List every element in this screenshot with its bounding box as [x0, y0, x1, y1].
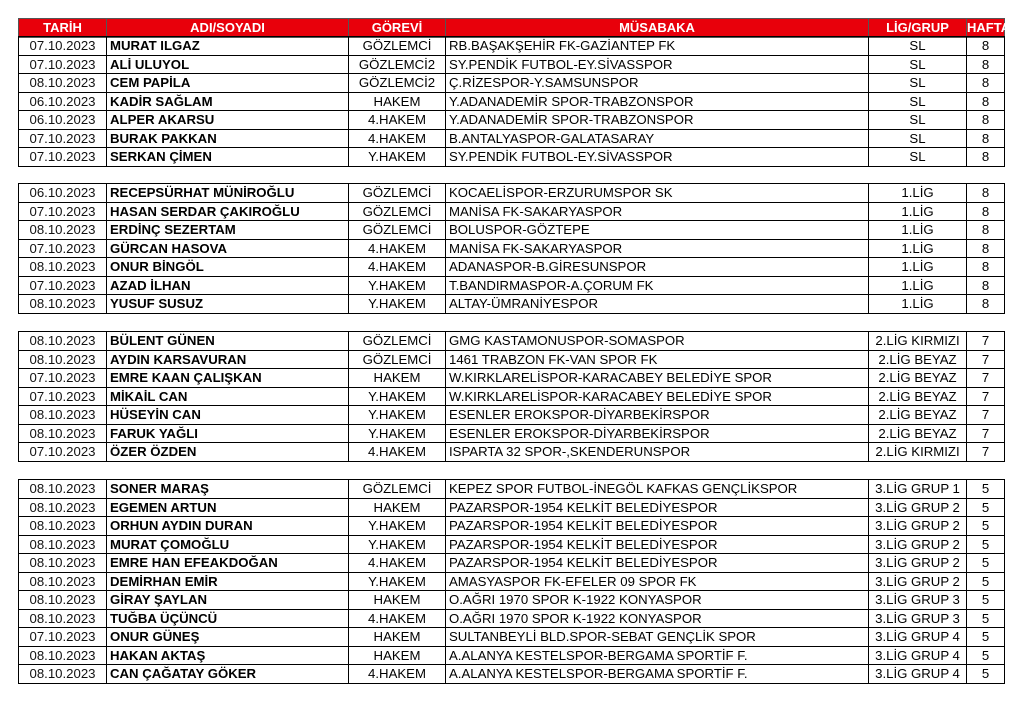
col-header-week: HAFTA — [967, 20, 1011, 36]
name-cell: ONUR BİNGÖL — [107, 258, 349, 277]
week-cell: 8 — [967, 74, 1005, 93]
week-cell: 7 — [967, 350, 1005, 369]
name-cell: EMRE KAAN ÇALIŞKAN — [107, 369, 349, 388]
match-cell: ADANASPOR-B.GİRESUNSPOR — [446, 258, 869, 277]
league-cell: 3.LİG GRUP 4 — [869, 646, 967, 665]
role-cell: Y.HAKEM — [349, 406, 446, 425]
role-cell: Y.HAKEM — [349, 517, 446, 536]
match-cell: ISPARTA 32 SPOR-,SKENDERUNSPOR — [446, 443, 869, 462]
week-cell: 7 — [967, 406, 1005, 425]
date-cell: 08.10.2023 — [19, 591, 107, 610]
name-cell: SONER MARAŞ — [107, 480, 349, 499]
role-cell: 4.HAKEM — [349, 239, 446, 258]
match-cell: 1461 TRABZON FK-VAN SPOR FK — [446, 350, 869, 369]
date-cell: 08.10.2023 — [19, 535, 107, 554]
name-cell: EGEMEN ARTUN — [107, 498, 349, 517]
league-cell: 1.LİG — [869, 202, 967, 221]
name-cell: EMRE HAN EFEAKDOĞAN — [107, 554, 349, 573]
role-cell: Y.HAKEM — [349, 148, 446, 167]
week-cell: 8 — [967, 258, 1005, 277]
table-row — [19, 517, 1005, 536]
date-cell: 08.10.2023 — [19, 498, 107, 517]
assignment-table-2 — [18, 183, 1005, 314]
week-cell: 5 — [967, 646, 1005, 665]
match-cell: ESENLER EROKSPOR-DİYARBEKİRSPOR — [446, 424, 869, 443]
league-cell: SL — [869, 129, 967, 148]
table-row — [19, 591, 1005, 610]
header-row — [19, 19, 1005, 38]
role-cell: HAKEM — [349, 628, 446, 647]
match-cell: KEPEZ SPOR FUTBOL-İNEGÖL KAFKAS GENÇLİKSPOR — [446, 480, 869, 499]
match-cell: MANİSA FK-SAKARYASPOR — [446, 202, 869, 221]
name-cell: TUĞBA ÜÇÜNCÜ — [107, 609, 349, 628]
role-cell: 4.HAKEM — [349, 665, 446, 684]
table-row — [19, 406, 1005, 425]
match-cell: PAZARSPOR-1954 KELKİT BELEDİYESPOR — [446, 535, 869, 554]
role-cell: 4.HAKEM — [349, 258, 446, 277]
date-cell: 08.10.2023 — [19, 646, 107, 665]
role-cell: 4.HAKEM — [349, 129, 446, 148]
name-cell: DEMİRHAN EMİR — [107, 572, 349, 591]
name-cell: HÜSEYİN CAN — [107, 406, 349, 425]
match-cell: Y.ADANADEMİR SPOR-TRABZONSPOR — [446, 92, 869, 111]
table-row — [19, 92, 1005, 111]
date-cell: 07.10.2023 — [19, 202, 107, 221]
league-cell: SL — [869, 37, 967, 56]
league-cell: 2.LİG KIRMIZI — [869, 332, 967, 351]
league-cell: 3.LİG GRUP 4 — [869, 628, 967, 647]
name-cell: ÖZER ÖZDEN — [107, 443, 349, 462]
match-cell: Y.ADANADEMİR SPOR-TRABZONSPOR — [446, 111, 869, 130]
date-cell: 08.10.2023 — [19, 221, 107, 240]
table-row — [19, 665, 1005, 684]
date-cell: 08.10.2023 — [19, 572, 107, 591]
league-cell: 3.LİG GRUP 2 — [869, 554, 967, 573]
role-cell: 4.HAKEM — [349, 111, 446, 130]
name-cell: GİRAY ŞAYLAN — [107, 591, 349, 610]
league-cell: 2.LİG BEYAZ — [869, 406, 967, 425]
match-cell: SULTANBEYLİ BLD.SPOR-SEBAT GENÇLİK SPOR — [446, 628, 869, 647]
match-cell: GMG KASTAMONUSPOR-SOMASPOR — [446, 332, 869, 351]
week-cell: 8 — [967, 92, 1005, 111]
week-cell: 5 — [967, 609, 1005, 628]
table-row — [19, 387, 1005, 406]
name-cell: GÜRCAN HASOVA — [107, 239, 349, 258]
name-cell: SERKAN ÇİMEN — [107, 148, 349, 167]
role-cell: Y.HAKEM — [349, 572, 446, 591]
week-cell: 7 — [967, 424, 1005, 443]
week-cell: 8 — [967, 184, 1005, 203]
role-cell: GÖZLEMCİ — [349, 37, 446, 56]
date-cell: 08.10.2023 — [19, 332, 107, 351]
col-header-match: MÜSABAKA — [446, 19, 869, 38]
week-cell: 5 — [967, 517, 1005, 536]
league-cell: 3.LİG GRUP 3 — [869, 591, 967, 610]
role-cell: Y.HAKEM — [349, 276, 446, 295]
table-row — [19, 332, 1005, 351]
match-cell: O.AĞRI 1970 SPOR K-1922 KONYASPOR — [446, 609, 869, 628]
date-cell: 06.10.2023 — [19, 184, 107, 203]
name-cell: ONUR GÜNEŞ — [107, 628, 349, 647]
week-cell: 8 — [967, 55, 1005, 74]
league-cell: 1.LİG — [869, 295, 967, 314]
table-row — [19, 295, 1005, 314]
league-cell: 2.LİG BEYAZ — [869, 350, 967, 369]
table-row — [19, 480, 1005, 499]
week-cell: 5 — [967, 665, 1005, 684]
match-cell: PAZARSPOR-1954 KELKİT BELEDİYESPOR — [446, 517, 869, 536]
col-header-league: LİG/GRUP — [869, 19, 967, 38]
role-cell: HAKEM — [349, 92, 446, 111]
date-cell: 07.10.2023 — [19, 37, 107, 56]
league-cell: 3.LİG GRUP 2 — [869, 535, 967, 554]
role-cell: HAKEM — [349, 369, 446, 388]
name-cell: HAKAN AKTAŞ — [107, 646, 349, 665]
role-cell: HAKEM — [349, 591, 446, 610]
match-cell: PAZARSPOR-1954 KELKİT BELEDİYESPOR — [446, 554, 869, 573]
match-cell: MANİSA FK-SAKARYASPOR — [446, 239, 869, 258]
week-cell: 8 — [967, 276, 1005, 295]
assignment-table-3 — [18, 331, 1005, 462]
match-cell: SY.PENDİK FUTBOL-EY.SİVASSPOR — [446, 55, 869, 74]
table-row — [19, 148, 1005, 167]
match-cell: BOLUSPOR-GÖZTEPE — [446, 221, 869, 240]
table-row — [19, 535, 1005, 554]
name-cell: AYDIN KARSAVURAN — [107, 350, 349, 369]
week-cell: 8 — [967, 148, 1005, 167]
week-cell: 5 — [967, 628, 1005, 647]
date-cell: 08.10.2023 — [19, 406, 107, 425]
league-cell: 3.LİG GRUP 2 — [869, 517, 967, 536]
date-cell: 07.10.2023 — [19, 369, 107, 388]
name-cell: AZAD İLHAN — [107, 276, 349, 295]
week-cell: 8 — [967, 202, 1005, 221]
match-cell: A.ALANYA KESTELSPOR-BERGAMA SPORTİF F. — [446, 646, 869, 665]
match-cell: W.KIRKLARELİSPOR-KARACABEY BELEDİYE SPOR — [446, 387, 869, 406]
name-cell: HASAN SERDAR ÇAKIROĞLU — [107, 202, 349, 221]
league-cell: SL — [869, 55, 967, 74]
date-cell: 08.10.2023 — [19, 258, 107, 277]
assignment-table-1 — [18, 36, 1005, 167]
table-row — [19, 258, 1005, 277]
match-cell: RB.BAŞAKŞEHİR FK-GAZİANTEP FK — [446, 37, 869, 56]
table-row — [19, 74, 1005, 93]
league-cell: 2.LİG BEYAZ — [869, 424, 967, 443]
name-cell: ORHUN AYDIN DURAN — [107, 517, 349, 536]
date-cell: 06.10.2023 — [19, 111, 107, 130]
date-cell: 08.10.2023 — [19, 295, 107, 314]
date-cell: 07.10.2023 — [19, 276, 107, 295]
header-table — [18, 18, 1011, 38]
table-row — [19, 239, 1005, 258]
role-cell: GÖZLEMCİ2 — [349, 74, 446, 93]
match-cell: ALTAY-ÜMRANİYESPOR — [446, 295, 869, 314]
week-cell: 7 — [967, 369, 1005, 388]
week-cell: 5 — [967, 498, 1005, 517]
week-cell: 8 — [967, 221, 1005, 240]
table-row — [19, 37, 1005, 56]
table-row — [19, 350, 1005, 369]
match-cell: O.AĞRI 1970 SPOR K-1922 KONYASPOR — [446, 591, 869, 610]
league-cell: 1.LİG — [869, 258, 967, 277]
table-row — [19, 443, 1005, 462]
table-row — [19, 184, 1005, 203]
table-row — [19, 424, 1005, 443]
match-cell: T.BANDIRMASPOR-A.ÇORUM FK — [446, 276, 869, 295]
role-cell: GÖZLEMCİ — [349, 202, 446, 221]
name-cell: RECEPSÜRHAT MÜNİROĞLU — [107, 184, 349, 203]
role-cell: GÖZLEMCİ — [349, 480, 446, 499]
name-cell: ALPER AKARSU — [107, 111, 349, 130]
role-cell: 4.HAKEM — [349, 554, 446, 573]
table-row — [19, 111, 1005, 130]
assignment-table-4 — [18, 479, 1005, 684]
col-header-role: GÖREVİ — [349, 19, 446, 38]
date-cell: 07.10.2023 — [19, 239, 107, 258]
role-cell: Y.HAKEM — [349, 295, 446, 314]
week-cell: 5 — [967, 535, 1005, 554]
league-cell: 1.LİG — [869, 276, 967, 295]
league-cell: 2.LİG BEYAZ — [869, 369, 967, 388]
date-cell: 07.10.2023 — [19, 55, 107, 74]
role-cell: Y.HAKEM — [349, 424, 446, 443]
week-cell: 8 — [967, 239, 1005, 258]
week-cell: 7 — [967, 332, 1005, 351]
name-cell: MURAT ÇOMOĞLU — [107, 535, 349, 554]
name-cell: CAN ÇAĞATAY GÖKER — [107, 665, 349, 684]
league-cell: SL — [869, 148, 967, 167]
name-cell: ALİ ULUYOL — [107, 55, 349, 74]
table-row — [19, 498, 1005, 517]
week-cell: 8 — [967, 295, 1005, 314]
table-row — [19, 369, 1005, 388]
date-cell: 08.10.2023 — [19, 517, 107, 536]
date-cell: 08.10.2023 — [19, 74, 107, 93]
name-cell: MİKAİL CAN — [107, 387, 349, 406]
name-cell: KADİR SAĞLAM — [107, 92, 349, 111]
table-row — [19, 628, 1005, 647]
match-cell: Ç.RİZESPOR-Y.SAMSUNSPOR — [446, 74, 869, 93]
date-cell: 07.10.2023 — [19, 443, 107, 462]
name-cell: MURAT ILGAZ — [107, 37, 349, 56]
week-cell: 5 — [967, 572, 1005, 591]
week-cell: 8 — [967, 37, 1005, 56]
league-cell: 2.LİG KIRMIZI — [869, 443, 967, 462]
week-cell: 5 — [967, 591, 1005, 610]
match-cell: AMASYASPOR FK-EFELER 09 SPOR FK — [446, 572, 869, 591]
name-cell: BÜLENT GÜNEN — [107, 332, 349, 351]
role-cell: 4.HAKEM — [349, 609, 446, 628]
name-cell: FARUK YAĞLI — [107, 424, 349, 443]
role-cell: Y.HAKEM — [349, 535, 446, 554]
match-cell: ESENLER EROKSPOR-DİYARBEKİRSPOR — [446, 406, 869, 425]
week-cell: 5 — [967, 480, 1005, 499]
league-cell: 3.LİG GRUP 4 — [869, 665, 967, 684]
league-cell: SL — [869, 111, 967, 130]
table-row — [19, 202, 1005, 221]
date-cell: 08.10.2023 — [19, 480, 107, 499]
role-cell: GÖZLEMCİ — [349, 221, 446, 240]
date-cell: 08.10.2023 — [19, 609, 107, 628]
col-header-date: TARİH — [19, 19, 107, 38]
date-cell: 08.10.2023 — [19, 424, 107, 443]
table-row — [19, 276, 1005, 295]
league-cell: 3.LİG GRUP 2 — [869, 498, 967, 517]
table-row — [19, 572, 1005, 591]
name-cell: CEM PAPİLA — [107, 74, 349, 93]
col-header-name: ADI/SOYADI — [107, 19, 349, 38]
league-cell: SL — [869, 92, 967, 111]
table-row — [19, 646, 1005, 665]
role-cell: HAKEM — [349, 498, 446, 517]
match-cell: KOCAELİSPOR-ERZURUMSPOR SK — [446, 184, 869, 203]
table-row — [19, 129, 1005, 148]
role-cell: GÖZLEMCİ2 — [349, 55, 446, 74]
name-cell: YUSUF SUSUZ — [107, 295, 349, 314]
date-cell: 07.10.2023 — [19, 129, 107, 148]
role-cell: GÖZLEMCİ — [349, 332, 446, 351]
league-cell: 3.LİG GRUP 2 — [869, 572, 967, 591]
date-cell: 08.10.2023 — [19, 554, 107, 573]
week-cell: 8 — [967, 129, 1005, 148]
role-cell: HAKEM — [349, 646, 446, 665]
match-cell: PAZARSPOR-1954 KELKİT BELEDİYESPOR — [446, 498, 869, 517]
table-row — [19, 55, 1005, 74]
role-cell: GÖZLEMCİ — [349, 350, 446, 369]
role-cell: 4.HAKEM — [349, 443, 446, 462]
week-cell: 7 — [967, 387, 1005, 406]
league-cell: 1.LİG — [869, 184, 967, 203]
match-cell: SY.PENDİK FUTBOL-EY.SİVASSPOR — [446, 148, 869, 167]
league-cell: 2.LİG BEYAZ — [869, 387, 967, 406]
date-cell: 08.10.2023 — [19, 350, 107, 369]
league-cell: 1.LİG — [869, 239, 967, 258]
table-row — [19, 609, 1005, 628]
match-cell: W.KIRKLARELİSPOR-KARACABEY BELEDİYE SPOR — [446, 369, 869, 388]
date-cell: 08.10.2023 — [19, 665, 107, 684]
table-row — [19, 221, 1005, 240]
league-cell: 1.LİG — [869, 221, 967, 240]
week-cell: 8 — [967, 111, 1005, 130]
league-cell: 3.LİG GRUP 3 — [869, 609, 967, 628]
name-cell: ERDİNÇ SEZERTAM — [107, 221, 349, 240]
date-cell: 07.10.2023 — [19, 148, 107, 167]
league-cell: SL — [869, 74, 967, 93]
league-cell: 3.LİG GRUP 1 — [869, 480, 967, 499]
name-cell: BURAK PAKKAN — [107, 129, 349, 148]
week-cell: 5 — [967, 554, 1005, 573]
match-cell: B.ANTALYASPOR-GALATASARAY — [446, 129, 869, 148]
table-row — [19, 554, 1005, 573]
role-cell: Y.HAKEM — [349, 387, 446, 406]
date-cell: 07.10.2023 — [19, 628, 107, 647]
date-cell: 06.10.2023 — [19, 92, 107, 111]
match-cell: A.ALANYA KESTELSPOR-BERGAMA SPORTİF F. — [446, 665, 869, 684]
date-cell: 07.10.2023 — [19, 387, 107, 406]
role-cell: GÖZLEMCİ — [349, 184, 446, 203]
week-cell: 7 — [967, 443, 1005, 462]
